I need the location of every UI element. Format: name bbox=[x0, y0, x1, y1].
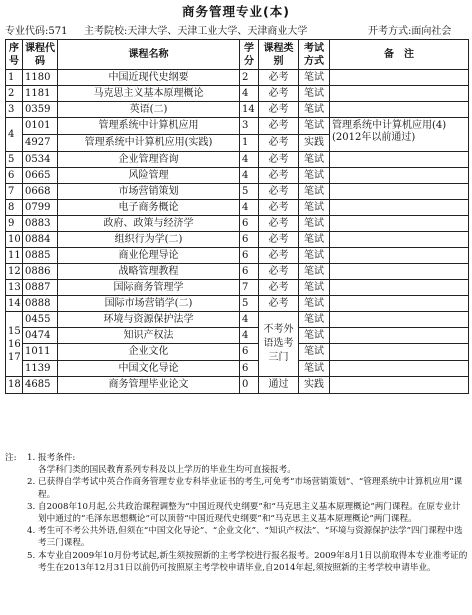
row-type: 必考 bbox=[259, 184, 299, 200]
row-code: 0884 bbox=[23, 232, 58, 248]
row-type: 通过 bbox=[259, 377, 299, 394]
row-credit: 6 bbox=[240, 361, 259, 377]
row-credit: 6 bbox=[240, 248, 259, 264]
row-no: 4 bbox=[6, 118, 23, 152]
header-name: 课程名称 bbox=[58, 40, 240, 70]
row-exam: 笔试 bbox=[299, 344, 330, 361]
table-row bbox=[6, 216, 469, 232]
row-credit: 6 bbox=[240, 264, 259, 280]
row-type: 必考 bbox=[259, 86, 299, 102]
note-text: 已获得自学考试中英合作商务管理专业专科毕业证书的考生,可免考“市场营销策划”、“管理系统中计算机应用”课程。 bbox=[38, 477, 463, 500]
row-credit: 14 bbox=[240, 102, 259, 118]
row-name: 组织行为学(二) bbox=[58, 232, 240, 248]
row-code: 0799 bbox=[23, 200, 58, 216]
row-credit: 1 bbox=[240, 135, 259, 152]
row-no: 1 bbox=[6, 70, 23, 86]
table-header-row bbox=[6, 40, 469, 70]
row-code: 0534 bbox=[23, 152, 58, 168]
note-number: 2. bbox=[27, 477, 36, 488]
row-code: 1180 bbox=[23, 70, 58, 86]
table-row bbox=[6, 312, 469, 328]
row-exam: 笔试 bbox=[299, 168, 330, 184]
note-text: 本专业自2009年10月份考试起,新生须按照新的主考学校进行报名报考。2009年8月1日以前取得本专业准考证的考生在2013年12月31日以前仍可按照原主考学校申请毕业,自2014年起,须按照新的主考学校申请毕业。 bbox=[38, 550, 468, 573]
header-remark: 备 注 bbox=[330, 40, 469, 70]
table-row bbox=[6, 248, 469, 264]
table-row bbox=[6, 296, 469, 312]
table-row bbox=[6, 152, 469, 168]
row-name: 知识产权法 bbox=[58, 328, 240, 344]
row-type: 必考 bbox=[259, 70, 299, 86]
note-text: 各学科门类的国民教育系列专科及以上学历的毕业生均可直接报考。 bbox=[38, 465, 296, 476]
row-code: 1139 bbox=[23, 361, 58, 377]
header-no: 序号 bbox=[6, 40, 23, 70]
row-credit: 2 bbox=[240, 70, 259, 86]
row-name: 中国近现代史纲要 bbox=[58, 70, 240, 86]
exam-schools: 主考院校:天津大学、天津工业大学、天津商业大学 bbox=[84, 26, 308, 37]
row-credit: 6 bbox=[240, 216, 259, 232]
row-no: 10 bbox=[6, 232, 23, 248]
row-remark bbox=[330, 361, 469, 377]
note-item bbox=[5, 525, 468, 549]
row-code: 0888 bbox=[23, 296, 58, 312]
row-type: 必考 bbox=[259, 152, 299, 168]
row-no: 12 bbox=[6, 264, 23, 280]
row-name: 管理系统中计算机应用 bbox=[58, 118, 240, 135]
row-exam: 笔试 bbox=[299, 70, 330, 86]
table-row bbox=[6, 70, 469, 86]
row-code: 0883 bbox=[23, 216, 58, 232]
note-number: 3. bbox=[27, 501, 36, 512]
row-exam: 笔试 bbox=[299, 328, 330, 344]
row-name: 国际商务管理学 bbox=[58, 280, 240, 296]
row-credit: 3 bbox=[240, 118, 259, 135]
row-exam: 笔试 bbox=[299, 86, 330, 102]
row-type-elective: 不考外语选考三门 bbox=[259, 312, 299, 377]
note-text: 报考条件: bbox=[38, 453, 76, 463]
row-remark bbox=[330, 152, 469, 168]
row-code: 0665 bbox=[23, 168, 58, 184]
row-name: 企业文化 bbox=[58, 344, 240, 361]
row-credit: 0 bbox=[240, 377, 259, 394]
row-remark bbox=[330, 232, 469, 248]
header-type: 课程类别 bbox=[259, 40, 299, 70]
row-code: 4685 bbox=[23, 377, 58, 394]
row-credit: 5 bbox=[240, 184, 259, 200]
row-no: 5 bbox=[6, 152, 23, 168]
row-no: 18 bbox=[6, 377, 23, 394]
row-type: 必考 bbox=[259, 168, 299, 184]
header-code: 课程代码 bbox=[23, 40, 58, 70]
row-exam: 笔试 bbox=[299, 184, 330, 200]
row-name: 马克思主义基本原理概论 bbox=[58, 86, 240, 102]
table-row bbox=[6, 168, 469, 184]
row-type: 必考 bbox=[259, 200, 299, 216]
row-remark bbox=[330, 86, 469, 102]
row-credit: 5 bbox=[240, 296, 259, 312]
row-exam: 笔试 bbox=[299, 280, 330, 296]
row-credit: 7 bbox=[240, 280, 259, 296]
info-line bbox=[5, 22, 467, 37]
row-remark bbox=[330, 184, 469, 200]
note-item bbox=[5, 464, 468, 476]
row-name: 市场营销策划 bbox=[58, 184, 240, 200]
note-item bbox=[5, 476, 468, 500]
row-type: 必考 bbox=[259, 248, 299, 264]
row-exam: 笔试 bbox=[299, 232, 330, 248]
row-credit: 6 bbox=[240, 344, 259, 361]
row-code: 0668 bbox=[23, 184, 58, 200]
header-credit: 学分 bbox=[240, 40, 259, 70]
table-row bbox=[6, 118, 469, 135]
row-remark bbox=[330, 377, 469, 394]
notes-label: 注: bbox=[5, 453, 17, 463]
row-no: 7 bbox=[6, 184, 23, 200]
row-code: 0359 bbox=[23, 102, 58, 118]
table-row bbox=[6, 200, 469, 216]
row-no-group: 15 16 17 bbox=[6, 312, 23, 377]
note-item bbox=[5, 550, 468, 574]
table-row bbox=[6, 102, 469, 118]
row-code: 0887 bbox=[23, 280, 58, 296]
row-remark bbox=[330, 216, 469, 232]
table-row bbox=[6, 361, 469, 377]
row-remark bbox=[330, 264, 469, 280]
row-no: 3 bbox=[6, 102, 23, 118]
table-row bbox=[6, 86, 469, 102]
row-credit: 4 bbox=[240, 168, 259, 184]
table-row bbox=[6, 184, 469, 200]
row-code: 1011 bbox=[23, 344, 58, 361]
row-type: 必考 bbox=[259, 280, 299, 296]
exam-mode: 开考方式:面向社会 bbox=[368, 26, 452, 37]
row-no: 8 bbox=[6, 200, 23, 216]
row-exam: 实践 bbox=[299, 135, 330, 152]
row-code: 0101 bbox=[23, 118, 58, 135]
row-exam: 笔试 bbox=[299, 248, 330, 264]
row-type: 必考 bbox=[259, 102, 299, 118]
row-no: 13 bbox=[6, 280, 23, 296]
row-code: 0455 bbox=[23, 312, 58, 328]
table-row bbox=[6, 264, 469, 280]
table-row bbox=[6, 344, 469, 361]
note-number: 5. bbox=[27, 550, 36, 561]
row-exam: 笔试 bbox=[299, 264, 330, 280]
row-exam: 笔试 bbox=[299, 361, 330, 377]
row-exam: 实践 bbox=[299, 377, 330, 394]
note-number: 1. bbox=[27, 453, 36, 463]
row-exam: 笔试 bbox=[299, 312, 330, 328]
row-type: 必考 bbox=[259, 264, 299, 280]
row-type: 必考 bbox=[259, 135, 299, 152]
note-item bbox=[5, 452, 468, 464]
row-type: 必考 bbox=[259, 216, 299, 232]
row-remark bbox=[330, 248, 469, 264]
note-text: 考生可不考公共外语,但须在“中国文化导论”、“企业文化”、“知识产权法”、“环境与资源保护法学”四门课程中选考三门课程。 bbox=[38, 526, 463, 549]
major-code: 专业代码:571 bbox=[5, 26, 68, 37]
row-name: 企业管理咨询 bbox=[58, 152, 240, 168]
row-no: 11 bbox=[6, 248, 23, 264]
table-row bbox=[6, 377, 469, 394]
note-item bbox=[5, 501, 468, 525]
table-row bbox=[6, 280, 469, 296]
row-remark bbox=[330, 70, 469, 86]
note-number: 4. bbox=[27, 526, 36, 537]
row-credit: 4 bbox=[240, 312, 259, 328]
row-name: 中国文化导论 bbox=[58, 361, 240, 377]
row-exam: 笔试 bbox=[299, 152, 330, 168]
row-remark bbox=[330, 328, 469, 344]
row-name: 战略管理教程 bbox=[58, 264, 240, 280]
row-name: 商业伦理导论 bbox=[58, 248, 240, 264]
row-code: 0886 bbox=[23, 264, 58, 280]
row-credit: 4 bbox=[240, 152, 259, 168]
row-type: 必考 bbox=[259, 296, 299, 312]
row-remark bbox=[330, 102, 469, 118]
course-table bbox=[5, 39, 469, 394]
row-name: 国际市场营销学(二) bbox=[58, 296, 240, 312]
note-text: 自2008年10月起,公共政治课程调整为“中国近现代史纲要”和“马克思主义基本原理概论”两门课程。在原专业计划中通过的“毛泽东思想概论”可以顶替“中国近现代史纲要”和“马克思主义基本原理概论”两门课程。 bbox=[38, 501, 461, 525]
header-exam: 考试方式 bbox=[299, 40, 330, 70]
row-name: 风险管理 bbox=[58, 168, 240, 184]
row-code: 0474 bbox=[23, 328, 58, 344]
table-row bbox=[6, 328, 469, 344]
row-remark bbox=[330, 200, 469, 216]
row-remark bbox=[330, 168, 469, 184]
row-code: 1181 bbox=[23, 86, 58, 102]
row-name: 政府、政策与经济学 bbox=[58, 216, 240, 232]
row-name: 英语(二) bbox=[58, 102, 240, 118]
row-exam: 笔试 bbox=[299, 296, 330, 312]
row-exam: 笔试 bbox=[299, 118, 330, 135]
row-no: 2 bbox=[6, 86, 23, 102]
row-no: 9 bbox=[6, 216, 23, 232]
row-type: 必考 bbox=[259, 118, 299, 135]
row-type: 必考 bbox=[259, 232, 299, 248]
row-exam: 笔试 bbox=[299, 102, 330, 118]
row-no: 14 bbox=[6, 296, 23, 312]
row-remark-computer: 管理系统中计算机应用(4)(2012年以前通过) bbox=[330, 118, 469, 152]
row-credit: 4 bbox=[240, 328, 259, 344]
row-exam: 笔试 bbox=[299, 200, 330, 216]
row-no: 6 bbox=[6, 168, 23, 184]
notes-section bbox=[5, 452, 468, 574]
row-remark bbox=[330, 296, 469, 312]
row-remark bbox=[330, 280, 469, 296]
row-name: 环境与资源保护法学 bbox=[58, 312, 240, 328]
row-name: 电子商务概论 bbox=[58, 200, 240, 216]
row-code: 4927 bbox=[23, 135, 58, 152]
row-code: 0885 bbox=[23, 248, 58, 264]
row-remark bbox=[330, 312, 469, 328]
page-title: 商务管理专业(本) bbox=[182, 4, 290, 19]
row-exam: 笔试 bbox=[299, 216, 330, 232]
row-name: 管理系统中计算机应用(实践) bbox=[58, 135, 240, 152]
row-credit: 4 bbox=[240, 86, 259, 102]
row-remark bbox=[330, 344, 469, 361]
row-credit: 6 bbox=[240, 232, 259, 248]
row-name: 商务管理毕业论文 bbox=[58, 377, 240, 394]
table-row bbox=[6, 232, 469, 248]
row-credit: 4 bbox=[240, 200, 259, 216]
